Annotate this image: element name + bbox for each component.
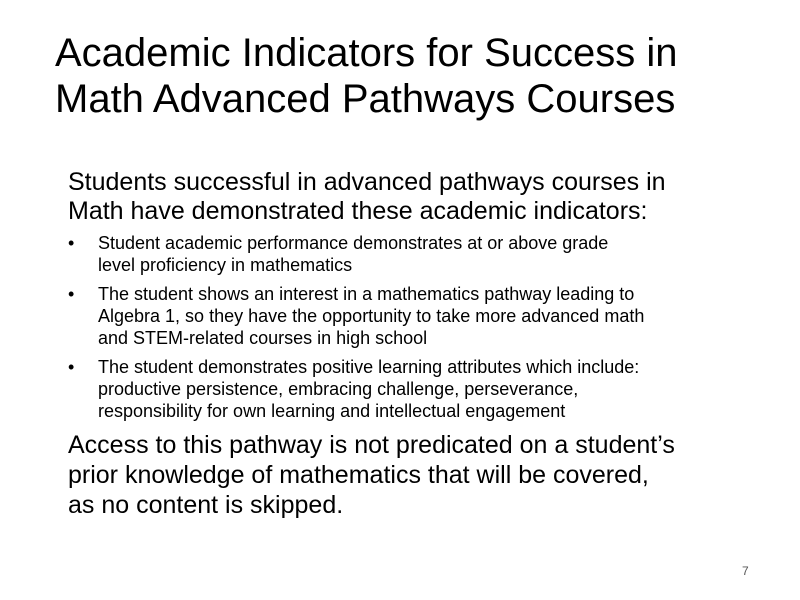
indicator-item-performance [68, 232, 780, 276]
indicator-text-line: level proficiency in mathematics [98, 255, 353, 275]
bullet-icon: • [68, 357, 75, 377]
indicator-text-line: productive persistence, embracing challenge, perseverance, [98, 379, 579, 399]
closing-line-2: prior knowledge of mathematics that will be covered, [68, 461, 649, 489]
page-number: 7 [742, 564, 749, 578]
slide-title-line-1: Academic Indicators for Success in [55, 31, 678, 75]
indicator-item-interest [68, 283, 780, 349]
slide-title [55, 30, 775, 122]
indicator-text-line: The student demonstrates positive learning attributes which include: [98, 357, 640, 377]
indicator-item-attributes [68, 356, 780, 422]
indicator-text-line: and STEM-related courses in high school [98, 328, 428, 348]
closing-line-3: as no content is skipped. [68, 491, 344, 519]
indicator-text-line: Algebra 1, so they have the opportunity to take more advanced math [98, 306, 645, 326]
closing-paragraph [68, 430, 780, 520]
indicator-list [68, 232, 780, 422]
intro-paragraph [68, 168, 780, 226]
intro-line-2: Math have demonstrated these academic indicators: [68, 197, 648, 225]
slide-body [68, 168, 780, 520]
slide-title-line-2: Math Advanced Pathways Courses [55, 77, 676, 121]
indicator-text-line: responsibility for own learning and intellectual engagement [98, 401, 566, 421]
intro-line-1: Students successful in advanced pathways courses in [68, 168, 666, 196]
bullet-icon: • [68, 233, 75, 253]
indicator-text-line: Student academic performance demonstrates at or above grade [98, 233, 609, 253]
indicator-text-line: The student shows an interest in a mathematics pathway leading to [98, 284, 635, 304]
closing-line-1: Access to this pathway is not predicated on a student’s [68, 431, 675, 459]
bullet-icon: • [68, 284, 75, 304]
